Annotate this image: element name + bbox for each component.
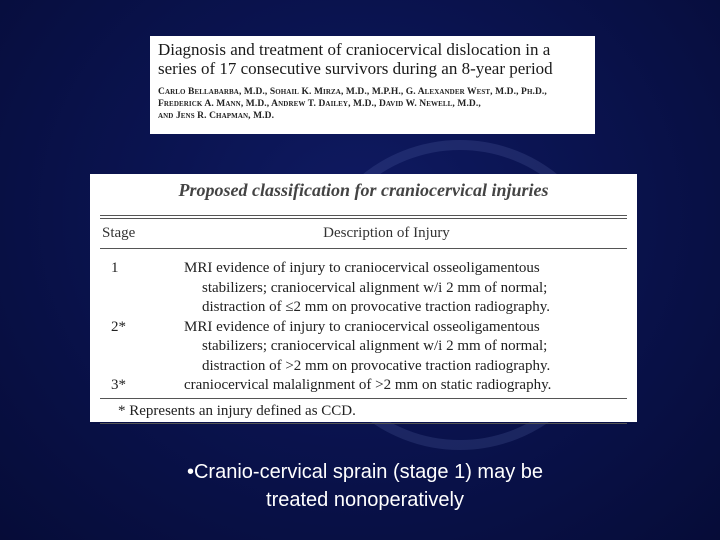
description-line: distraction of ≤2 mm on provocative traction radiography. [202, 299, 550, 315]
author-line: Carlo Bellabarba, M.D., Sohail K. Mirza, M.D., M.P.H., G. Alexander West, M.D., Ph.D., [158, 87, 547, 97]
stage-cell: 1 [111, 260, 119, 276]
author-line: Frederick A. Mann, M.D., Andrew T. Dailey, M.D., David W. Newell, M.D., [158, 99, 481, 109]
paper-authors [158, 86, 587, 122]
stage-cell: 3* [111, 377, 126, 393]
author-line: and Jens R. Chapman, M.D. [158, 111, 275, 121]
table-body [100, 249, 627, 396]
classification-table [90, 174, 637, 422]
table-title: Proposed classification for craniocervical injuries [178, 180, 549, 200]
description-cell [184, 259, 627, 318]
caption-line: •Cranio-cervical sprain (stage 1) may be [186, 461, 544, 483]
slide-caption [0, 458, 720, 514]
description-line: stabilizers; craniocervical alignment w/i 2 mm of normal; [202, 338, 548, 354]
table-row [100, 376, 627, 396]
table-footnote: * Represents an injury defined as CCD. [118, 402, 356, 419]
paper-header-clipping [150, 36, 595, 134]
footnote-rule [100, 423, 627, 424]
description-cell [184, 318, 627, 377]
header-stage: Stage [102, 225, 136, 241]
table-row [100, 318, 627, 377]
paper-title: Diagnosis and treatment of craniocervical dislocation in a series of 17 consecutive survivors during an 8-year period [158, 40, 553, 78]
description-line: craniocervical malalignment of >2 mm on static radiography. [184, 377, 552, 393]
table-header-row [100, 219, 627, 249]
table-row [100, 259, 627, 318]
description-line: MRI evidence of injury to craniocervical osseoligamentous [184, 318, 540, 335]
description-cell [184, 376, 627, 396]
description-line: stabilizers; craniocervical alignment w/i 2 mm of normal; [202, 279, 548, 296]
caption-line: treated nonoperatively [266, 489, 464, 511]
description-line: distraction of >2 mm on provocative traction radiography. [202, 357, 551, 374]
description-line: MRI evidence of injury to craniocervical osseoligamentous [184, 260, 540, 276]
stage-cell: 2* [111, 318, 126, 335]
header-description: Description of Injury [323, 225, 450, 241]
